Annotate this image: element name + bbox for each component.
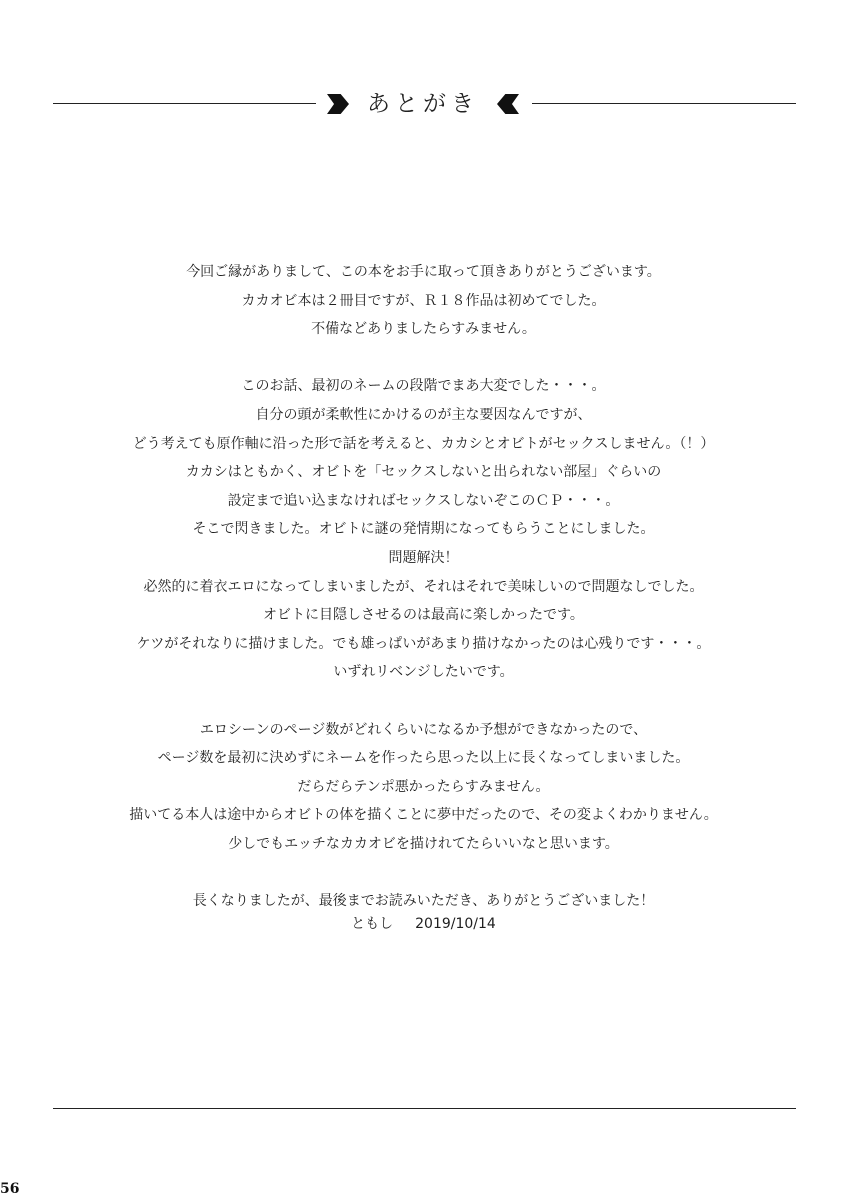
- header-left-rule: [53, 103, 316, 104]
- header-right-chevron-icon: [497, 94, 519, 114]
- signature-author: ともし: [351, 916, 394, 932]
- paragraph-gap: [0, 858, 847, 887]
- body-line: 長くなりましたが、最後までお読みいただき、ありがとうございました！: [192, 893, 655, 910]
- body-line: だらだらテンポ悪かったらすみません。: [297, 778, 550, 795]
- paragraph-gap: [0, 687, 847, 716]
- body-line: カカシはともかく、オビトを「セックスしないと出られない部屋」ぐらいの: [185, 464, 662, 481]
- header-right-rule: [532, 103, 796, 104]
- body-line: 設定まで追い込まなければセックスしないぞこのＣＰ・・・。: [227, 492, 620, 509]
- body-line: 必然的に着衣エロになってしまいましたが、それはそれで美味しいので問題なしでした。: [143, 578, 704, 595]
- body-line: 少しでもエッチなカカオビを描けれてたらいいなと思います。: [228, 835, 619, 852]
- signature: [0, 913, 847, 935]
- body-line: 問題解決！: [388, 549, 459, 566]
- page-number: 56: [0, 1181, 20, 1197]
- footer-rule: [53, 1108, 796, 1109]
- body-line: どう考えても原作軸に沿った形で話を考えると、カカシとオビトがセックスしません。（！）: [132, 435, 715, 452]
- body-line: 不備などありましたらすみません。: [311, 321, 536, 338]
- body-line: いずれリベンジしたいです。: [333, 664, 514, 681]
- body-line: エロシーンのページ数がどれくらいになるか予想ができなかったので、: [199, 721, 648, 738]
- paragraph-gap: [0, 344, 847, 373]
- body-line: 自分の頭が柔軟性にかけるのが主な要因なんですが、: [255, 406, 592, 423]
- body-line: 描いてる本人は途中からオビトの体を描くことに夢中だったので、その変よくわかりません。: [129, 807, 718, 824]
- afterword-header: [0, 84, 847, 124]
- header-left-chevron-icon: [327, 94, 349, 114]
- body-line: 今回ご縁がありまして、この本をお手に取って頂きありがとうございます。: [186, 264, 661, 280]
- body-line: オビトに目隠しさせるのは最高に楽しかったです。: [263, 607, 584, 624]
- body-line: カカオビ本は２冊目ですが、Ｒ１８作品は初めてでした。: [241, 292, 606, 309]
- body-line: このお話、最初のネームの段階でまあ大変でした・・・。: [241, 378, 606, 395]
- body-line: ケツがそれなりに描けました。でも雄っぱいがあまり描けなかったのは心残りです・・・。: [136, 635, 711, 652]
- body-line: そこで閃きました。オビトに謎の発情期になってもらうことにしました。: [192, 521, 655, 538]
- signature-date: 2019/10/14: [415, 916, 496, 932]
- page-title: あとがき: [367, 91, 479, 117]
- afterword-body: [0, 258, 847, 916]
- body-line: ページ数を最初に決めずにネームを作ったら思った以上に長くなってしまいました。: [157, 750, 690, 767]
